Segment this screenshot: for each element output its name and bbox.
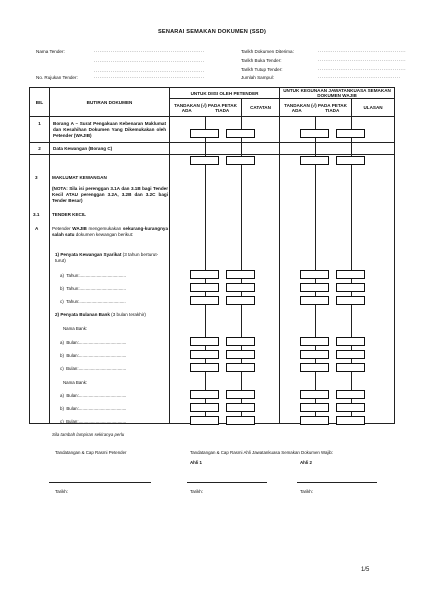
bulan-2a: a) Bulan:....................................... bbox=[60, 393, 127, 398]
footer-note: Sila tambah lampiran sekiranya perlu bbox=[52, 432, 125, 437]
row1-tiada-jk-checkbox[interactable] bbox=[336, 129, 365, 138]
jumlah-sampul-dots: ............................................ bbox=[318, 74, 401, 79]
row2-tiada-checkbox[interactable] bbox=[226, 156, 255, 165]
a-text-4: dokumen kewangan berikut: bbox=[75, 231, 134, 237]
bulan-2b: b) Bulan:....................................... bbox=[60, 406, 127, 411]
bulan-1b-ada-checkbox[interactable] bbox=[190, 350, 219, 359]
signature-petender-label: Tandatangan & Cap Rasmi Petender bbox=[55, 450, 127, 455]
col-petender-header: UNTUK DIISI OLEH PETENDER bbox=[170, 88, 280, 99]
bulan-2a-ada-jk-checkbox[interactable] bbox=[300, 390, 329, 399]
bulan-1c-tiada-checkbox[interactable] bbox=[226, 363, 255, 372]
bulan-1b: b) Bulan:....................................... bbox=[60, 353, 127, 358]
ulasan-header: ULASAN bbox=[352, 99, 395, 117]
tiada-jawatankuasa: TIADA bbox=[325, 107, 340, 113]
tiada-petender: TIADA bbox=[215, 107, 230, 113]
tahun-c-ada-checkbox[interactable] bbox=[190, 296, 219, 305]
tahun-b-tiada-checkbox[interactable] bbox=[226, 283, 255, 292]
bulan-1b-tiada-jk-checkbox[interactable] bbox=[336, 350, 365, 359]
bulan-1c-ada-jk-checkbox[interactable] bbox=[300, 363, 329, 372]
tarikh-petender: Tarikh: bbox=[55, 489, 68, 494]
nama-tender-dots-3: ........................................................... bbox=[94, 68, 205, 73]
p1-label bbox=[55, 252, 168, 264]
tarikh-dokumen-dots: ............................................... bbox=[318, 48, 407, 53]
p1-label-text: 1) Penyata Kewangan Syarikat bbox=[55, 252, 122, 257]
row2-bil: 2 bbox=[30, 143, 50, 155]
tahun-b-ada-jk-checkbox[interactable] bbox=[300, 283, 329, 292]
p2-note: (3 bulan terakhir) bbox=[111, 312, 146, 317]
bulan-2b-tiada-checkbox[interactable] bbox=[226, 403, 255, 412]
col-bil-header: BIL bbox=[30, 88, 50, 117]
page-number: 1/5 bbox=[361, 567, 370, 573]
tarikh-buka-dots: ............................................... bbox=[318, 57, 407, 62]
bulan-2c-ada-checkbox[interactable] bbox=[190, 416, 219, 425]
tahun-b: b) Tahun:...................................... bbox=[60, 286, 126, 291]
a-text bbox=[52, 226, 168, 238]
a-text-2: mengemukakan bbox=[88, 226, 122, 231]
bulan-1a-ada-checkbox[interactable] bbox=[190, 337, 219, 346]
bulan-1c: c) Bulan:....................................... bbox=[60, 366, 127, 371]
nama-bank-1: Nama Bank: bbox=[63, 326, 88, 331]
bulan-2a-tiada-jk-checkbox[interactable] bbox=[336, 390, 365, 399]
a-wajib: WAJIB bbox=[72, 226, 87, 231]
a-text-1: Petender bbox=[52, 226, 71, 231]
bulan-1c-tiada-jk-checkbox[interactable] bbox=[336, 363, 365, 372]
tahun-a-tiada-checkbox[interactable] bbox=[226, 270, 255, 279]
ahli2-label: Ahli 2 bbox=[300, 460, 312, 465]
row1-ada-jk-checkbox[interactable] bbox=[300, 129, 329, 138]
nama-tender-label: Nama Tender: bbox=[36, 49, 65, 54]
a-bil: A bbox=[35, 226, 39, 231]
tandakan-jawatankuasa-text: TANDAKAN (√) PADA PETAK bbox=[284, 102, 347, 108]
row1-tiada-checkbox[interactable] bbox=[226, 129, 255, 138]
tarikh-buka-label: Tarikh Buka Tender: bbox=[241, 58, 282, 63]
bulan-2c-tiada-checkbox[interactable] bbox=[226, 416, 255, 425]
jumlah-sampul-label: Jumlah Sampul: bbox=[241, 75, 274, 80]
a-text-3: sekurang-kurangnya salah satu bbox=[52, 226, 169, 237]
bulan-1b-tiada-checkbox[interactable] bbox=[226, 350, 255, 359]
no-rujukan-dots: ........................................................... bbox=[94, 74, 205, 79]
bulan-2c-ada-jk-checkbox[interactable] bbox=[300, 416, 329, 425]
bulan-1c-ada-checkbox[interactable] bbox=[190, 363, 219, 372]
tahun-a-ada-jk-checkbox[interactable] bbox=[300, 270, 329, 279]
tandakan-jawatankuasa bbox=[280, 99, 352, 117]
row2-text: Data Kewangan (Borang C) bbox=[50, 143, 170, 155]
tandakan-petender-text: TANDAKAN (√) PADA PETAK bbox=[174, 102, 237, 108]
tandakan-petender bbox=[170, 99, 242, 117]
col-jawatankuasa-header: UNTUK KEGUNAAN JAWATANKUASA SEMAKAN DOKUMEN WAJIB bbox=[280, 88, 395, 99]
bulan-1a-tiada-jk-checkbox[interactable] bbox=[336, 337, 365, 346]
ada-jawatankuasa: ADA bbox=[291, 107, 302, 113]
row1-text: Borang A – Surat Pengakuan Kebenaran Maklumat dan Kesahihan Dokumen Yang Dikemukakan oleh Petender (WAJIB) bbox=[50, 117, 170, 143]
tahun-a-ada-checkbox[interactable] bbox=[190, 270, 219, 279]
tahun-c: c) Tahun:...................................... bbox=[60, 299, 126, 304]
sub31-bil: 3.1 bbox=[33, 212, 40, 217]
ada-petender: ADA bbox=[181, 107, 192, 113]
nama-tender-dots-1: ........................................................... bbox=[94, 48, 205, 53]
tahun-b-tiada-jk-checkbox[interactable] bbox=[336, 283, 365, 292]
ahli1-label: Ahli 1 bbox=[190, 460, 202, 465]
nama-tender-dots-2: ........................................................... bbox=[94, 58, 205, 63]
nama-bank-2: Nama Bank: bbox=[63, 380, 88, 385]
signature-line-ahli1[interactable] bbox=[187, 482, 267, 483]
no-rujukan-label: No. Rujukan Tender: bbox=[36, 75, 78, 80]
row2-ada-checkbox[interactable] bbox=[190, 156, 219, 165]
page-title: SENARAI SEMAKAN DOKUMEN (SSD) bbox=[157, 29, 267, 35]
row1-bil: 1 bbox=[30, 117, 50, 143]
tahun-c-ada-jk-checkbox[interactable] bbox=[300, 296, 329, 305]
tarikh-dokumen-label: Tarikh Dokumen Diterima: bbox=[241, 49, 294, 54]
bulan-2c: c) Bulan:....................................... bbox=[60, 419, 127, 424]
bulan-1a-ada-jk-checkbox[interactable] bbox=[300, 337, 329, 346]
row1-ada-checkbox[interactable] bbox=[190, 129, 219, 138]
tahun-c-tiada-jk-checkbox[interactable] bbox=[336, 296, 365, 305]
bulan-2b-ada-jk-checkbox[interactable] bbox=[300, 403, 329, 412]
bulan-1a: a) Bulan:....................................... bbox=[60, 340, 127, 345]
bulan-2c-tiada-jk-checkbox[interactable] bbox=[336, 416, 365, 425]
tarikh-ahli2: Tarikh: bbox=[300, 489, 313, 494]
table-row bbox=[30, 143, 395, 155]
row3-bil: 3 bbox=[35, 175, 38, 180]
signature-jawatankuasa-label: Tandatangan & Cap Rasmi Ahli Jawatankuasa Semakan Dokumen Wajib: bbox=[190, 450, 334, 455]
col-butiran-header: BUTIRAN DOKUMEN bbox=[50, 88, 170, 117]
bulan-2b-tiada-jk-checkbox[interactable] bbox=[336, 403, 365, 412]
tahun-a: a) Tahun:...................................... bbox=[60, 273, 126, 278]
tahun-b-ada-checkbox[interactable] bbox=[190, 283, 219, 292]
p1-note: (3 tahun berturut-turut) bbox=[55, 252, 159, 263]
bulan-2b-ada-checkbox[interactable] bbox=[190, 403, 219, 412]
signature-line-petender[interactable] bbox=[49, 482, 151, 483]
row2-ada-jk-checkbox[interactable] bbox=[300, 156, 329, 165]
bulan-1a-tiada-checkbox[interactable] bbox=[226, 337, 255, 346]
bulan-1b-ada-jk-checkbox[interactable] bbox=[300, 350, 329, 359]
tarikh-tutup-label: Tarikh Tutup Tender: bbox=[241, 67, 283, 72]
tahun-a-tiada-jk-checkbox[interactable] bbox=[336, 270, 365, 279]
row3-note: (NOTA: Sila isi perenggan 3.1A dan 3.1B bagi Tender Kecil ATAU perenggan 3.2A, 3.2B dan 3.2C bagi Tender Besar) bbox=[52, 186, 168, 203]
bulan-2a-tiada-checkbox[interactable] bbox=[226, 390, 255, 399]
catatan-header: CATATAN bbox=[242, 99, 280, 117]
row2-tiada-jk-checkbox[interactable] bbox=[336, 156, 365, 165]
tahun-c-tiada-checkbox[interactable] bbox=[226, 296, 255, 305]
p2-label bbox=[55, 312, 146, 317]
signature-line-ahli2[interactable] bbox=[297, 482, 377, 483]
tarikh-tutup-dots: ............................................... bbox=[318, 66, 407, 71]
row3-title: MAKLUMAT KEWANGAN bbox=[52, 175, 107, 180]
bulan-2a-ada-checkbox[interactable] bbox=[190, 390, 219, 399]
sub31-title: TENDER KECIL bbox=[52, 212, 86, 217]
p2-label-text: 2) Penyata Bulanan Bank bbox=[55, 312, 110, 317]
tarikh-ahli1: Tarikh: bbox=[190, 489, 203, 494]
